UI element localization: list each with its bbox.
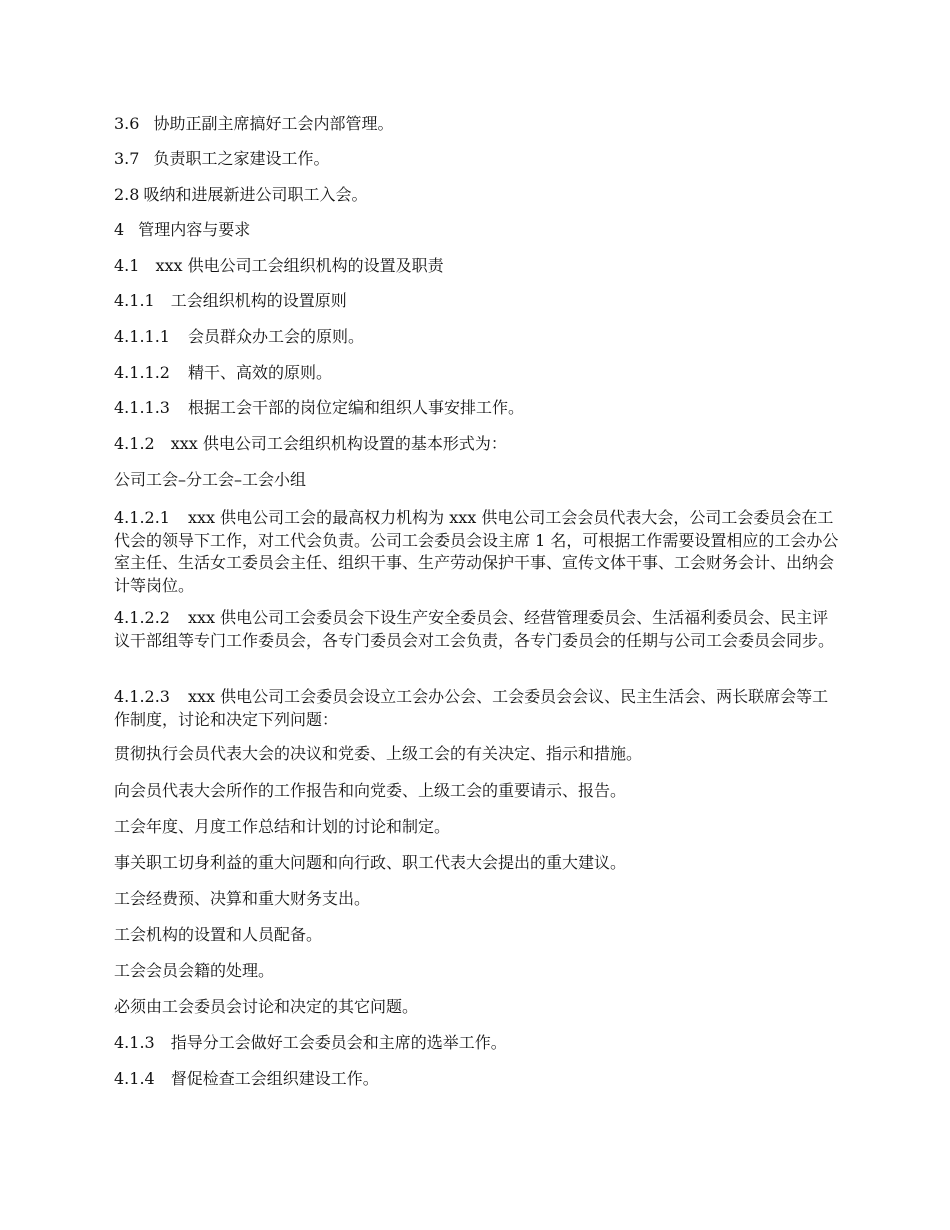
- section-number: 4.1.1.1: [114, 327, 170, 346]
- list-item: [114, 924, 842, 946]
- paragraph-text: xxx 供电公司工会的最高权力机构为 xxx 供电公司工会会员代表大会，公司工会委员会在工代会的领导下工作，对工代会负责。公司工会委员会设主席 1 名，可根据工作需要设置相应的工会办公室主任、生活女工委员会主任、组织干事、生产劳动保护干事、宣传文体干事、工会财务会计、出纳会计等岗位。: [114, 508, 839, 595]
- paragraph-4-1-2-3: [114, 686, 842, 731]
- section-number: 4.1.1: [114, 291, 155, 310]
- section-number: 4.1.2.1: [114, 508, 170, 527]
- paragraph-text: 公司工会–分工会–工会小组: [114, 470, 307, 489]
- paragraph-text: 负责职工之家建设工作。: [153, 149, 330, 168]
- section-number: 4.1.2: [114, 434, 155, 453]
- section-number: 4: [114, 220, 125, 239]
- section-number: 4.1.2.3: [114, 687, 170, 706]
- paragraph-4-1-1-2: [114, 362, 842, 384]
- list-item: [114, 888, 842, 910]
- paragraph-2-8: [114, 184, 842, 206]
- list-item: [114, 852, 842, 874]
- paragraph-4-1-2-1: [114, 507, 842, 597]
- paragraph-3-6: [114, 113, 842, 135]
- paragraph-text: 向会员代表大会所作的工作报告和向党委、上级工会的重要请示、报告。: [114, 781, 627, 800]
- paragraph-text: 必须由工会委员会讨论和决定的其它问题。: [114, 997, 419, 1016]
- heading-4-1-1: [114, 290, 842, 312]
- paragraph-4-1-1-1: [114, 326, 842, 348]
- paragraph-4-1-3: [114, 1032, 842, 1054]
- paragraph-text: 工会组织机构的设置原则: [170, 291, 347, 310]
- paragraph-text: 协助正副主席搞好工会内部管理。: [153, 114, 394, 133]
- section-number: 4.1.3: [114, 1033, 155, 1052]
- section-number: 4.1.2.2: [114, 608, 170, 627]
- paragraph-text: xxx 供电公司工会委员会设立工会办公会、工会委员会会议、民主生活会、两长联席会等工作制度，讨论和决定下列问题：: [114, 687, 829, 729]
- paragraph-text: 工会机构的设置和人员配备。: [114, 925, 323, 944]
- list-item: [114, 816, 842, 838]
- paragraph-text: 事关职工切身利益的重大问题和向行政、职工代表大会提出的重大建议。: [114, 853, 627, 872]
- paragraph-text: 吸纳和进展新进公司职工入会。: [143, 185, 368, 204]
- paragraph-text: 工会年度、月度工作总结和计划的讨论和制定。: [114, 817, 451, 836]
- list-item: [114, 780, 842, 802]
- paragraph-text: 工会经费预、决算和重大财务支出。: [114, 889, 371, 908]
- list-item: [114, 743, 842, 765]
- heading-4-1: [114, 255, 842, 277]
- paragraph-text: 贯彻执行会员代表大会的决议和党委、上级工会的有关决定、指示和措施。: [114, 744, 643, 763]
- list-item: [114, 960, 842, 982]
- paragraph-4-1-1-3: [114, 397, 842, 419]
- section-number: 4.1.4: [114, 1069, 155, 1088]
- paragraph-3-7: [114, 148, 842, 170]
- section-number: 4.1: [114, 256, 140, 275]
- paragraph-4-1-4: [114, 1068, 842, 1090]
- structure-line: [114, 469, 842, 491]
- paragraph-4-1-2-2: [114, 607, 842, 652]
- section-number: 4.1.1.3: [114, 398, 170, 417]
- heading-4-1-2: [114, 433, 842, 455]
- paragraph-text: xxx 供电公司工会委员会下设生产安全委员会、经营管理委员会、生活福利委员会、民主评议干部组等专门工作委员会，各专门委员会对工会负责，各专门委员会的任期与公司工会委员会同步。: [114, 608, 835, 650]
- section-number: 2.8: [114, 185, 140, 204]
- paragraph-text: 管理内容与要求: [138, 220, 251, 239]
- section-number: 3.6: [114, 114, 140, 133]
- heading-4: [114, 219, 842, 241]
- paragraph-text: 会员群众办工会的原则。: [187, 327, 364, 346]
- list-item: [114, 996, 842, 1018]
- paragraph-text: 指导分工会做好工会委员会和主席的选举工作。: [170, 1033, 507, 1052]
- paragraph-text: xxx 供电公司工会组织机构设置的基本形式为：: [170, 434, 507, 453]
- section-number: 3.7: [114, 149, 140, 168]
- section-number: 4.1.1.2: [114, 363, 170, 382]
- paragraph-text: 精干、高效的原则。: [187, 363, 332, 382]
- paragraph-text: 根据工会干部的岗位定编和组织人事安排工作。: [187, 398, 524, 417]
- paragraph-text: 工会会员会籍的处理。: [114, 961, 275, 980]
- paragraph-text: 督促检查工会组织建设工作。: [170, 1069, 379, 1088]
- paragraph-text: xxx 供电公司工会组织机构的设置及职责: [155, 256, 444, 275]
